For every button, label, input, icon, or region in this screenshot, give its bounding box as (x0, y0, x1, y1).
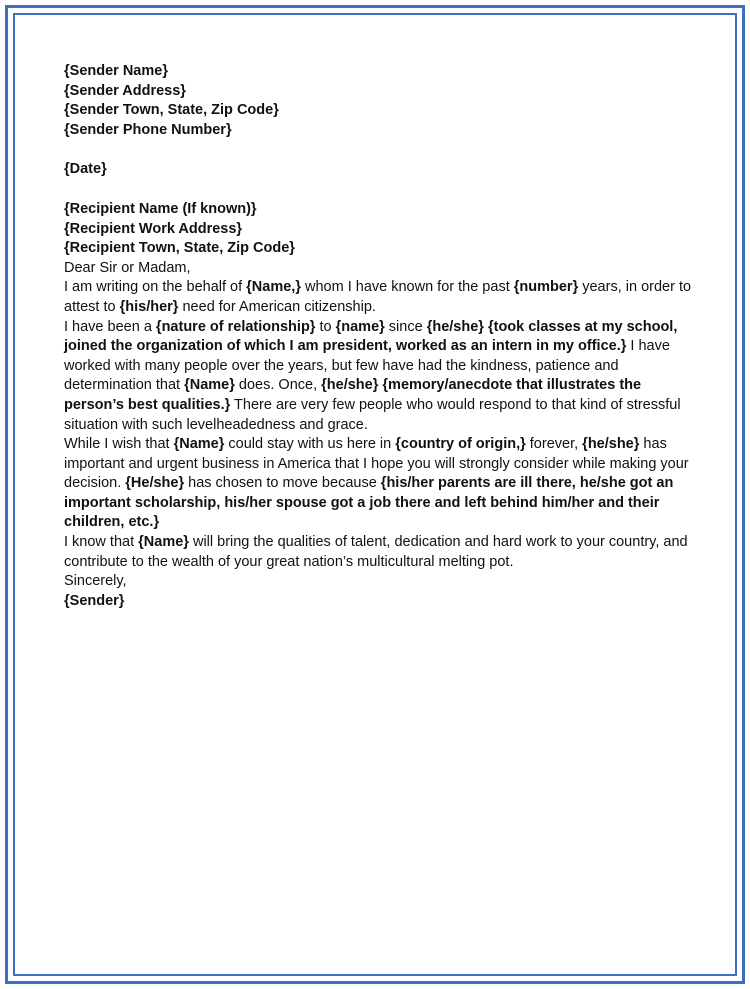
letter-body (64, 62, 694, 611)
p3-bold-5: {his/her parents are ill there, he/she got an important scholarship, his/her spouse got a job there and left behind him/her and their children, etc.} (64, 475, 674, 531)
recipient-town: {Recipient Town, State, Zip Code} (64, 240, 295, 257)
p2-text-2: to (315, 318, 336, 335)
p2-bold-6: {he/she} (321, 377, 379, 394)
p2-text-3: since (384, 318, 427, 335)
p2-bold-7: {memory/anecdote that illustrates the person’s best qualities.} (64, 377, 642, 413)
sender-town: {Sender Town, State, Zip Code} (64, 102, 279, 119)
p2-bold-2: {name} (335, 318, 385, 335)
p1-text-2: whom I have known for the past (300, 279, 514, 296)
recipient-name: {Recipient Name (If known)} (64, 200, 257, 217)
signature: {Sender} (64, 592, 125, 609)
p3-text-5: has chosen to move because (184, 475, 381, 492)
p3-text-3: forever, (525, 436, 583, 453)
p4-text-1: I know that (64, 534, 139, 551)
p1-text-3: years, in order to attest to (64, 279, 692, 315)
closing: Sincerely, (64, 573, 127, 590)
salutation: Dear Sir or Madam, (64, 259, 191, 276)
p3-bold-1: {Name} (173, 436, 225, 453)
p4-text-2: will bring the qualities of talent, dedication and hard work to your country, and contribute to the wealth of your great nation’s multicultural melting pot. (64, 534, 688, 570)
date: {Date} (64, 161, 107, 178)
p1-text-1: I am writing on the behalf of (64, 279, 247, 296)
p1-bold-3: {his/her} (119, 298, 179, 315)
p2-text-8: There are very few people who would respond to that kind of stressful situation with such levelheadedness and grace. (64, 396, 681, 433)
date-line (64, 160, 694, 180)
p1-bold-1: {Name,} (246, 279, 301, 296)
recipient-address: {Recipient Work Address} (64, 220, 243, 237)
p1-text-4: need for American citizenship. (178, 298, 376, 315)
p2-bold-5: {Name} (184, 377, 235, 394)
sender-block (64, 62, 694, 140)
sender-phone: {Sender Phone Number} (64, 121, 232, 138)
paragraph-1 (64, 278, 694, 317)
paragraph-2 (64, 318, 694, 436)
p3-text-2: could stay with us here in (224, 436, 396, 453)
p2-bold-3: {he/she} (426, 318, 484, 335)
p2-bold-1: {nature of relationship} (155, 318, 316, 335)
p3-text-1: While I wish that (64, 436, 174, 453)
p1-bold-2: {number} (513, 279, 579, 296)
paragraph-3 (64, 435, 694, 533)
paragraph-4 (64, 533, 694, 572)
p2-text-1: I have been a (64, 318, 156, 335)
p2-bold-4: {took classes at my school, joined the organization of which I am president, worked as an intern in my office.} (64, 318, 678, 355)
p3-bold-2: {country of origin,} (395, 436, 526, 453)
sender-address: {Sender Address} (64, 82, 186, 99)
sender-name: {Sender Name} (64, 63, 168, 79)
p2-text-5: I have worked with many people over the years, but few have had the kindness, patience and determination that (64, 338, 670, 394)
p2-text-6: does. Once, (234, 377, 322, 394)
recipient-block (64, 200, 694, 259)
p3-text-4: has important and urgent business in America that I hope you will strongly consider while making your decision. (64, 436, 689, 492)
p3-bold-3: {he/she} (582, 436, 640, 453)
p4-bold-1: {Name} (138, 534, 189, 551)
p3-bold-4: {He/she} (125, 475, 185, 492)
